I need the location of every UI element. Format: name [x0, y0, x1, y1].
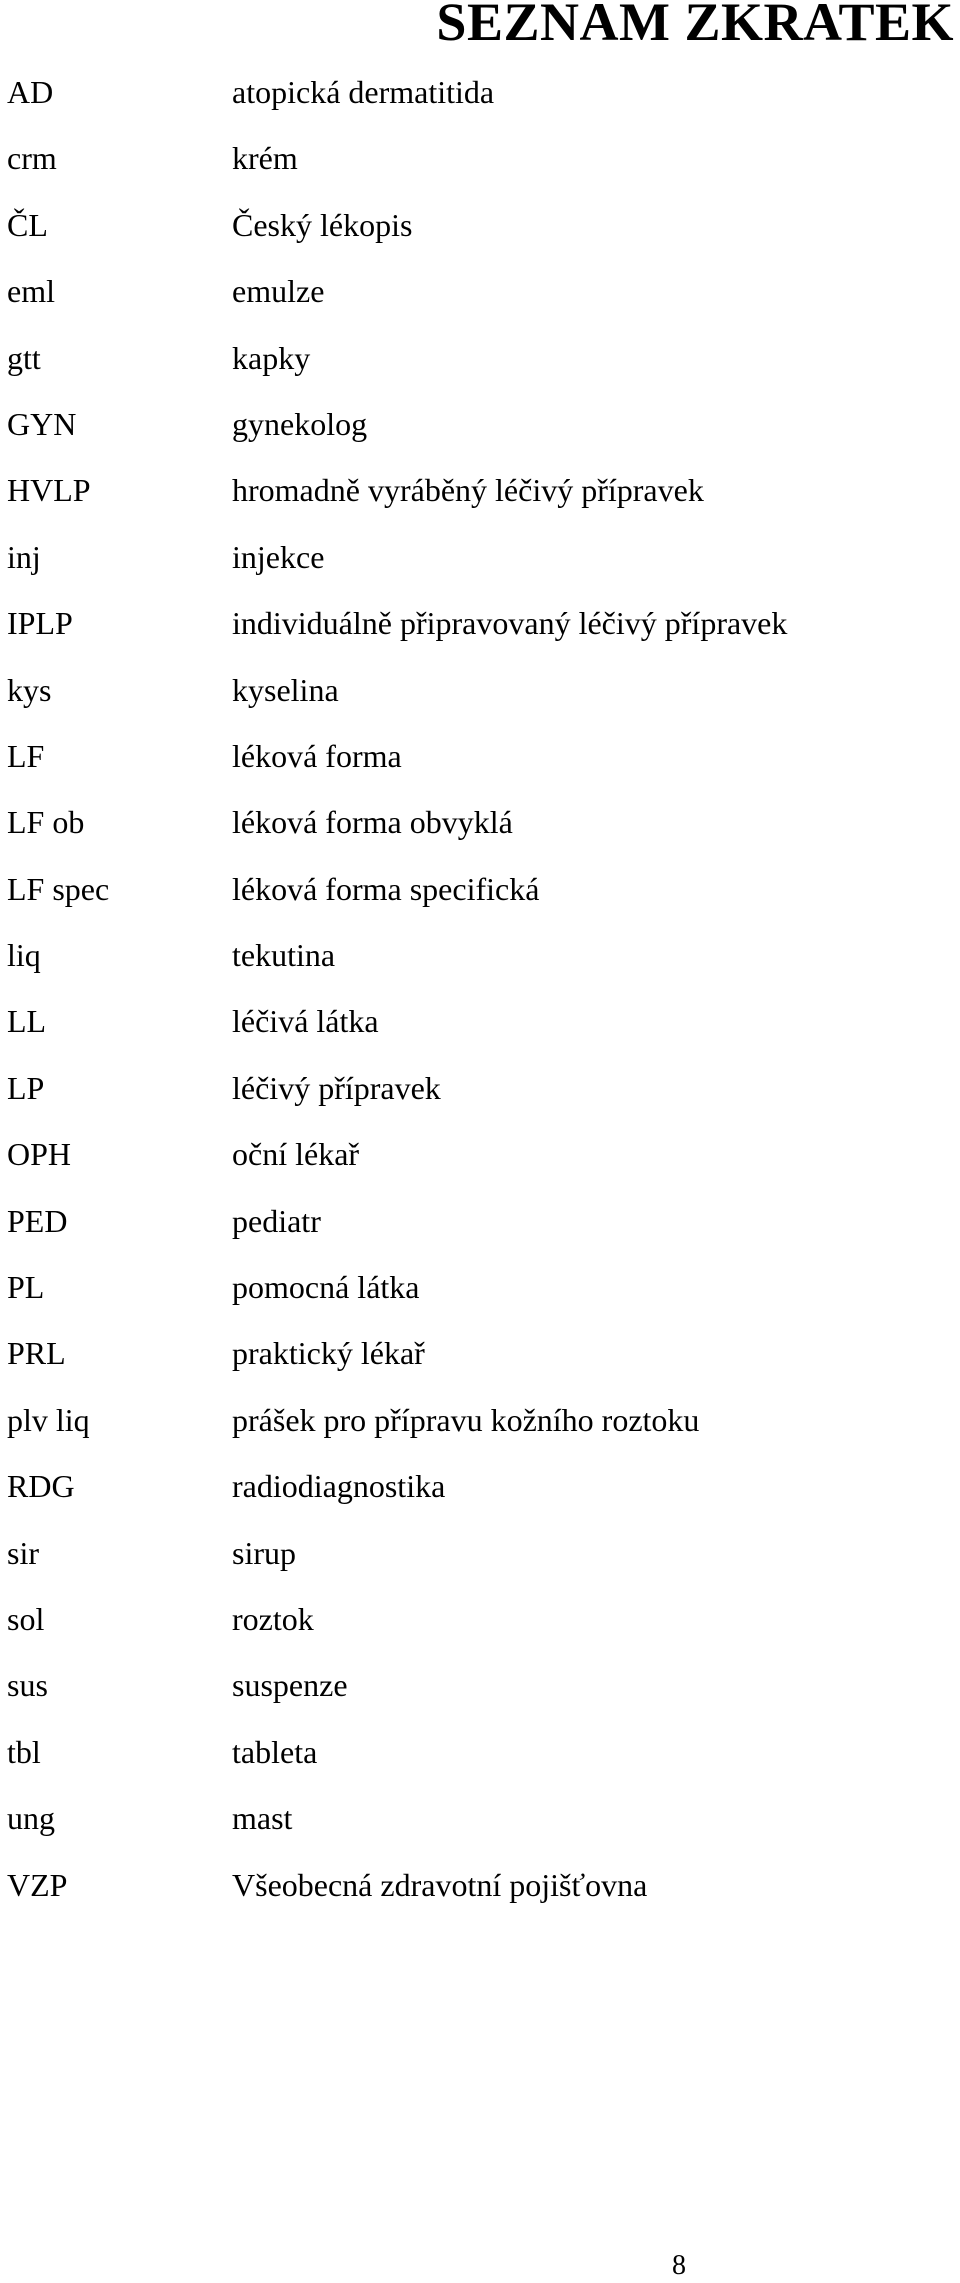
abbreviation-meaning: praktický lékař	[232, 1335, 425, 1372]
abbreviation-code: LF spec	[7, 870, 110, 907]
abbreviation-code: OPH	[7, 1136, 72, 1173]
abbreviation-meaning: léčivý přípravek	[232, 1069, 441, 1106]
abbreviation-code: sus	[7, 1667, 48, 1704]
list-item	[0, 603, 960, 669]
abbreviation-code: LL	[7, 1003, 47, 1040]
abbreviation-code: PRL	[7, 1335, 66, 1372]
abbreviation-meaning: pomocná látka	[232, 1269, 420, 1306]
abbreviation-code: sol	[7, 1600, 45, 1637]
list-item	[0, 1732, 960, 1798]
list-item	[0, 1400, 960, 1466]
abbreviation-meaning: léková forma	[232, 737, 402, 774]
abbreviation-meaning: kapky	[232, 339, 311, 376]
abbreviation-meaning: sirup	[232, 1534, 296, 1571]
abbreviation-list	[0, 72, 960, 1931]
abbreviation-code: IPLP	[7, 605, 73, 642]
abbreviation-code: eml	[7, 273, 55, 310]
abbreviation-code: inj	[7, 538, 41, 575]
list-item	[0, 935, 960, 1001]
list-item	[0, 736, 960, 802]
abbreviation-code: crm	[7, 140, 57, 177]
list-item	[0, 670, 960, 736]
list-item	[0, 1599, 960, 1665]
abbreviation-code: RDG	[7, 1468, 75, 1505]
abbreviation-code: LF	[7, 737, 45, 774]
abbreviation-meaning: individuálně připravovaný léčivý přípravek	[232, 605, 788, 642]
abbreviation-meaning: oční lékař	[232, 1136, 360, 1173]
abbreviation-meaning: kyselina	[232, 671, 339, 708]
abbreviation-code: tbl	[7, 1733, 41, 1770]
abbreviation-meaning: tableta	[232, 1733, 318, 1770]
abbreviation-code: ung	[7, 1800, 55, 1837]
abbreviation-meaning: Český lékopis	[232, 206, 413, 243]
list-item	[0, 338, 960, 404]
list-item	[0, 1865, 960, 1931]
list-item	[0, 205, 960, 271]
abbreviation-code: liq	[7, 937, 41, 974]
abbreviation-meaning: mast	[232, 1800, 293, 1837]
abbreviation-meaning: suspenze	[232, 1667, 348, 1704]
abbreviation-code: PL	[7, 1269, 45, 1306]
abbreviation-meaning: krém	[232, 140, 298, 177]
abbreviation-meaning: radiodiagnostika	[232, 1468, 446, 1505]
abbreviation-code: LF ob	[7, 804, 85, 841]
list-item	[0, 1665, 960, 1731]
list-item	[0, 1068, 960, 1134]
abbreviation-meaning: Všeobecná zdravotní pojišťovna	[232, 1866, 648, 1903]
abbreviation-meaning: emulze	[232, 273, 325, 310]
abbreviation-code: gtt	[7, 339, 41, 376]
abbreviation-code: AD	[7, 74, 54, 110]
abbreviation-meaning: tekutina	[232, 937, 336, 974]
list-item	[0, 1001, 960, 1067]
abbreviation-meaning: roztok	[232, 1600, 314, 1637]
list-item	[0, 537, 960, 603]
abbreviation-code: PED	[7, 1202, 68, 1239]
list-item	[0, 138, 960, 204]
list-item	[0, 470, 960, 536]
list-item	[0, 1533, 960, 1599]
list-item	[0, 1201, 960, 1267]
list-item	[0, 1134, 960, 1200]
list-item	[0, 802, 960, 868]
abbreviation-meaning: hromadně vyráběný léčivý přípravek	[232, 472, 704, 509]
list-item	[0, 1333, 960, 1399]
list-item	[0, 1798, 960, 1864]
abbreviation-meaning: injekce	[232, 538, 325, 575]
list-item	[0, 1466, 960, 1532]
abbreviation-code: LP	[7, 1069, 45, 1106]
abbreviation-meaning: gynekolog	[232, 405, 368, 442]
abbreviation-code: sir	[7, 1534, 39, 1571]
abbreviation-meaning: léková forma specifická	[232, 870, 540, 907]
list-item	[0, 869, 960, 935]
abbreviation-meaning: prášek pro přípravu kožního roztoku	[232, 1401, 700, 1438]
abbreviation-meaning: léčivá látka	[232, 1003, 379, 1040]
abbreviation-code: GYN	[7, 405, 77, 442]
abbreviation-code: VZP	[7, 1866, 68, 1903]
abbreviation-meaning: léková forma obvyklá	[232, 804, 513, 841]
page-number: 8	[672, 2250, 686, 2281]
abbreviation-code: kys	[7, 671, 52, 708]
abbreviation-code: plv liq	[7, 1401, 90, 1438]
abbreviation-code: HVLP	[7, 472, 91, 509]
list-item	[0, 271, 960, 337]
abbreviation-meaning: pediatr	[232, 1202, 321, 1239]
list-item	[0, 1267, 960, 1333]
list-item	[0, 72, 960, 138]
abbreviation-meaning: atopická dermatitida	[232, 74, 495, 110]
list-item	[0, 404, 960, 470]
abbreviation-code: ČL	[7, 206, 48, 243]
page-title: SEZNAM ZKRATEK	[436, 0, 954, 52]
